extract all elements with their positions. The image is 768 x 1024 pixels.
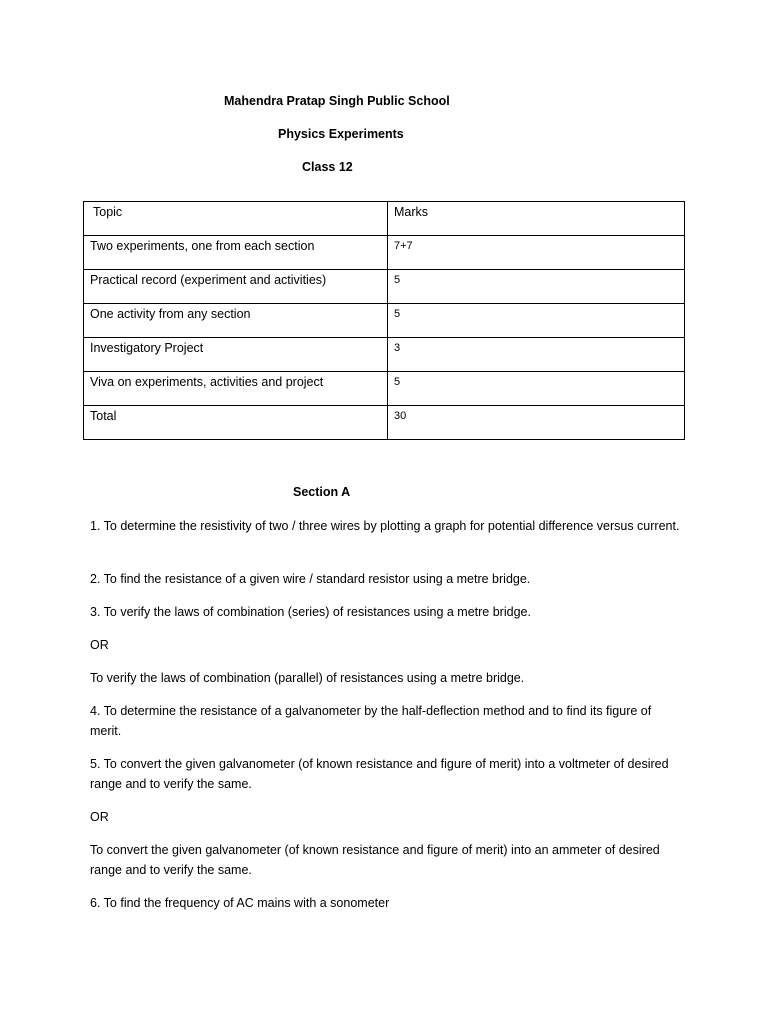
document-title: Physics Experiments [278,127,404,141]
table-header-row [84,202,685,236]
table-cell-marks: 7+7 [388,236,685,270]
experiment-item: 3. To verify the laws of combination (series) of resistances using a metre bridge. [90,605,531,619]
table-cell-topic: Viva on experiments, activities and project [84,372,388,406]
experiment-item: 1. To determine the resistivity of two / three wires by plotting a graph for potential difference versus current. [90,519,680,533]
table-cell-marks: 30 [388,406,685,440]
experiment-item: 2. To find the resistance of a given wire / standard resistor using a metre bridge. [90,572,531,586]
school-name: Mahendra Pratap Singh Public School [224,94,450,108]
marks-table [83,201,685,440]
table-row [84,372,685,406]
table-row [84,304,685,338]
table-cell-topic: Practical record (experiment and activities) [84,270,388,304]
or-separator: OR [90,638,109,652]
table-row [84,270,685,304]
table-row-total [84,406,685,440]
table-header-marks: Marks [388,202,685,236]
experiment-item: To convert the given galvanometer (of known resistance and figure of merit) into an ammeter of desired range and to verify the same. [90,843,660,877]
table-row [84,338,685,372]
table-cell-topic: Investigatory Project [84,338,388,372]
table-cell-marks: 5 [388,270,685,304]
table-cell-topic: One activity from any section [84,304,388,338]
or-separator: OR [90,810,109,824]
table-cell-topic: Total [84,406,388,440]
table-header-topic: Topic [84,202,388,236]
experiment-item: 6. To find the frequency of AC mains with a sonometer [90,896,390,910]
table-cell-marks: 5 [388,372,685,406]
table-cell-topic: Two experiments, one from each section [84,236,388,270]
table-cell-marks: 3 [388,338,685,372]
experiment-item: 4. To determine the resistance of a galvanometer by the half-deflection method and to find its figure of merit. [90,704,652,738]
table-row [84,236,685,270]
section-heading: Section A [293,485,351,499]
experiment-item: To verify the laws of combination (parallel) of resistances using a metre bridge. [90,671,525,685]
class-label: Class 12 [302,160,353,174]
experiment-item: 5. To convert the given galvanometer (of known resistance and figure of merit) into a voltmeter of desired range and to verify the same. [90,757,669,791]
table-cell-marks: 5 [388,304,685,338]
